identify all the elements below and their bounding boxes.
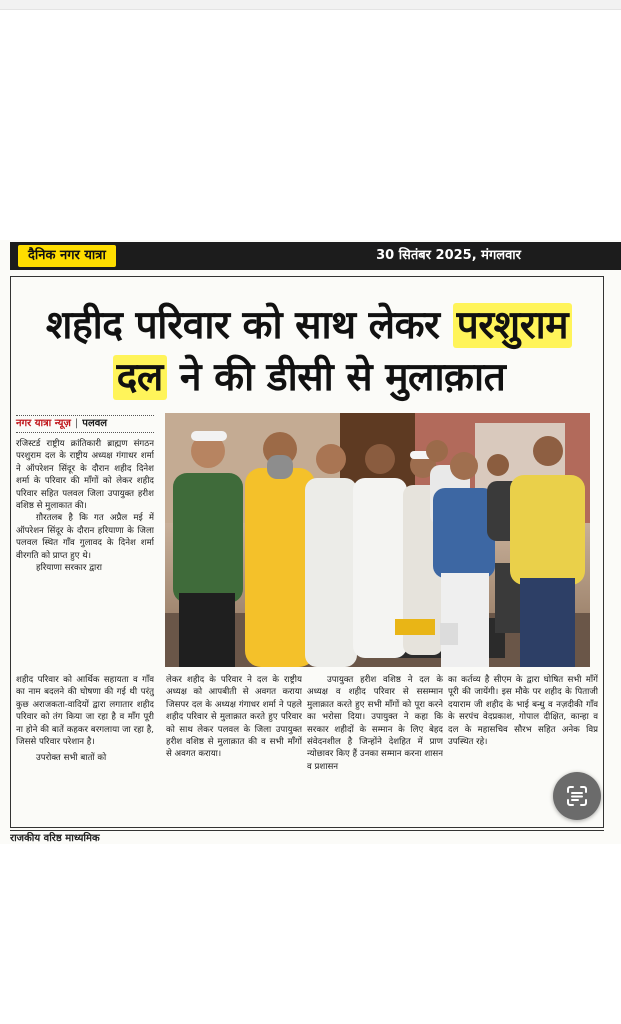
next-article-fragment: राजकीय वरिष्ठ माध्यमिक [10,833,100,844]
article-paragraph: उपायुक्त हरीश वशिष्ठ ने दल के अध्यक्ष व शहीद परिवार से ससम्मान मुलाक़ात करते हुए सभी माँगों को पूरा करने का भरोसा दिया। उपायुक्त ने कहा कि सरकार शहीदों के सम्मान के लिए बेहद संवेदनशील है जिन्होंने देशहित में प्राण न्योछावर किए हैं उनका सम्मान करना शासन व प्रशासन [307,675,443,772]
google-lens-icon [565,784,589,808]
article-paragraph: हरियाणा सरकार द्वारा [36,563,102,574]
byline-source: नगर यात्रा न्यूज़ [16,418,71,429]
masthead-bar [10,242,621,270]
article-paragraph: रजिस्टर्ड राष्ट्रीय क्रांतिकारी ब्राह्मण संगठन परशुराम दल के राष्ट्रीय अध्यक्ष गंगाधर शर्मा ने ऑपरेशन सिंदूर के दौरान शहीद दिनेश शर्मा के परिवार की माँगों को लेकर शहीद परिवार सहित पलवल जिला उपायुक्त हरीश वशिष्ठ से मुलाकात की। [16,439,154,512]
headline-text: ने की डीसी से मुलाक़ात [179,355,506,400]
headline-line-1 [14,302,604,350]
article-column-2 [166,674,302,828]
article-paragraph: ग़ौरतलब है कि गत अप्रैल मई में ऑपरेशन सिंदूर के दौरान हरियाणा के जिला पलवल स्थित गाँव गुलावद के दिनेश शर्मा वीरगति को प्राप्त हुए थे। [16,513,154,561]
article-photo [165,413,590,667]
issue-date: 30 सितंबर 2025, मंगलवार [376,248,521,263]
newspaper-clipping [0,240,621,844]
article-paragraph: शहीद परिवार को आर्थिक सहायता व गाँव का नाम बदलने की घोषणा की गई थी परंतु कुछ अराजकता-वादियों द्वारा लगातार शहीद परिवार को तंग किया जा रहा है व माँग पूरी ना होने की बातें कहकर बरगलाया जा रहा है, जिससे परिवार परेशान है। [16,675,154,748]
byline-separator: | [74,418,79,429]
article-paragraph: का कर्तव्य है सीएम के द्वारा घोषित सभी माँगें पूरी की जायेंगी। इस मौके पर शहीद के पिताजी दयाराम जी शहीद के भाई बन्धु व नज़दीकी गाँव के सरपंच वेदप्रकाश, गोपाल दीक्षित, कान्हा व दल के महासचिव सौरभ सहित अनेक विप्र उपस्थित रहे। [448,675,598,748]
headline-line-2 [14,354,604,402]
group-photo-illustration [165,413,590,667]
article-column-1 [16,438,154,650]
byline [16,415,154,433]
article-paragraph: उपरोक्त सभी बातों को [36,753,107,764]
article-column-3 [307,674,443,828]
article-headline [14,302,604,402]
article-column-1-continued [16,674,154,828]
article-paragraph: लेकर शहीद के परिवार ने दल के राष्ट्रीय अध्यक्ष को आपबीती से अवगत कराया जिसपर दल के अध्यक्ष गंगाधर शर्मा ने पहले शहीद परिवार से मुलाक़ात करते हुए परिवार को साथ लेकर पलवल के जिला उपायुक्त हरीश वशिष्ठ से मुलाक़ात की व सभी माँगों से अवगत कराया। [166,675,302,760]
newspaper-brand: दैनिक नगर यात्रा [18,245,116,267]
headline-highlight: दल [113,355,167,400]
top-status-line [0,0,621,10]
byline-location: पलवल [82,418,108,429]
headline-highlight: परशुराम [453,303,573,348]
headline-text: शहीद परिवार को साथ लेकर [45,303,440,348]
bottom-rule [10,830,604,831]
google-lens-button[interactable] [553,772,601,820]
